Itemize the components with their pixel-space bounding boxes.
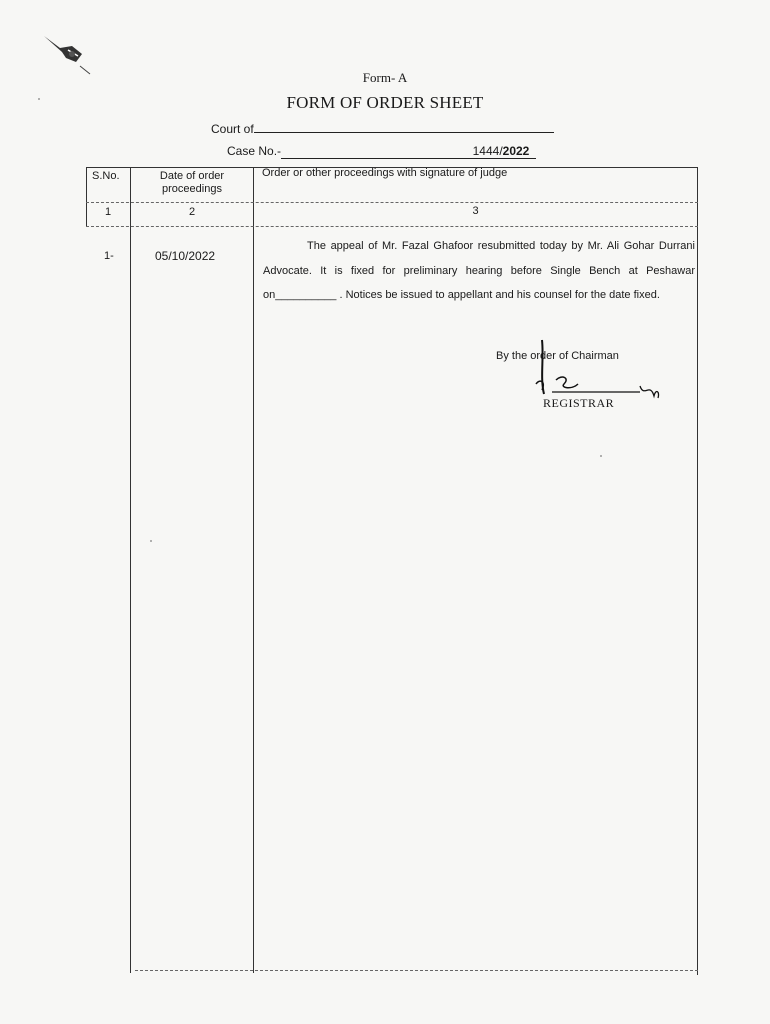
column-number-2: 2 (188, 206, 196, 218)
table-right-border (697, 167, 698, 975)
table-left-border (86, 167, 87, 227)
court-blank-rule (254, 122, 554, 133)
column-number-3: 3 (472, 205, 479, 217)
header-rule (86, 202, 698, 203)
column-header-date-line2: proceedings (162, 183, 222, 195)
case-number-line (227, 144, 536, 159)
case-number-field (281, 144, 536, 159)
case-label: Case No.- (227, 144, 282, 158)
signed-by-line: By the order of Chairman (496, 350, 619, 362)
row-order-text (263, 234, 695, 308)
case-year: 2022 (502, 144, 530, 158)
table-bottom-border (135, 970, 698, 971)
column-header-date (131, 170, 253, 196)
column-divider-1 (130, 167, 131, 973)
form-label: Form- A (362, 70, 408, 85)
number-row-rule (86, 226, 698, 227)
column-header-date-line1: Date of order (159, 170, 225, 182)
column-divider-2 (253, 167, 254, 973)
order-text-body: The appeal of Mr. Fazal Ghafoor resubmitted today by Mr. Ali Gohar Durrani Advocate. It is fixed for preliminary hearing before Single Bench at Peshawar on__________ . Notices be issued to appellant and his counsel for the date fixed. (263, 240, 695, 301)
court-of-line (211, 122, 554, 136)
row-order-date: 05/10/2022 (155, 249, 216, 263)
column-number-1: 1 (104, 206, 112, 218)
column-header-order: Order or other proceedings with signature of judge (262, 167, 508, 179)
form-title: FORM OF ORDER SHEET (286, 93, 484, 112)
court-label: Court of (211, 122, 254, 136)
row-serial-number: 1- (104, 250, 114, 262)
case-number-prefix: 1444/ (472, 144, 503, 158)
registrar-title: REGISTRAR (543, 396, 615, 410)
column-header-sno: S.No. (92, 170, 120, 182)
